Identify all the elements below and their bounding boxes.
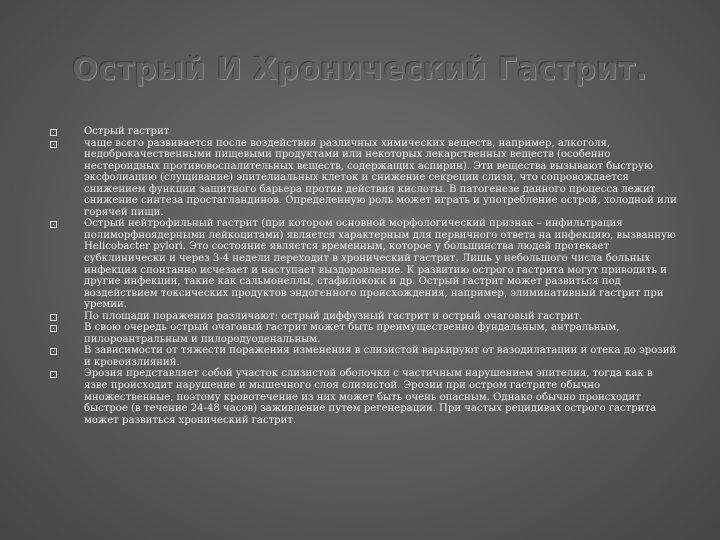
list-item-text: чаще всего развивается после воздействия различных химических веществ, например, алкоголя, недоброкачественными пищевыми продуктами или некоторых лекарственных веществ (особенно нестероидных противовоспалительных веществ, содержащих аспирин). Эти вещества вызывают быструю эксфолиацию (слущивание) эпителиальных клеток и снижение секреции слизи, что сопровождается снижением функции защитного барьера против действия кислоты. В патогенезе данного процесса лежит снижение синтеза простагландинов. Определенную роль может играть и употребление острой, холодной или горячей пищи. xyxy=(84,137,677,218)
list-item-text: В свою очередь острый очаговый гастрит может быть преимущественно фундальным, антральным, пилороантральным и пилородуоденальным. xyxy=(84,322,620,345)
list-item xyxy=(50,218,678,310)
list-item xyxy=(50,311,678,323)
list-item xyxy=(50,345,678,368)
list-item-text: Острый гастрит xyxy=(84,126,170,137)
checkbox-bullet-icon xyxy=(50,221,57,228)
list-item-text: Эрозия представляет собой участок слизистой оболочки с частичным нарушением эпителия, тогда как в язве происходит нарушение и мышечного слоя слизистой. Эрозии при остром гастрите обычно множественные, поэтому кровотечение из них может быть очень опасным. Однако обычно происходит быстрое (в течение 24-48 часов) заживление путем регенерации. При частых рецидивах острого гастрита может развиться хронический гастрит. xyxy=(84,368,657,426)
checkbox-bullet-icon xyxy=(50,348,57,355)
slide-title: Острый И Хронический Гастрит. xyxy=(72,52,648,87)
checkbox-bullet-icon xyxy=(50,325,57,332)
list-item-text: По площади поражения различают: острый диффузный гастрит и острый очаговый гастрит. xyxy=(84,310,583,322)
list-item-text: В зависимости от тяжести поражения изменения в слизистой варьируют от вазодилатации и отека до эрозий и кровоизлияний. xyxy=(84,345,677,368)
list-item xyxy=(50,322,678,345)
list-item xyxy=(50,368,678,426)
list-item xyxy=(50,138,678,219)
checkbox-bullet-icon xyxy=(50,141,57,148)
bullet-list xyxy=(50,126,678,426)
list-item-text: Острый нейтрофильный гастрит (при котором основной морфологический признак – инфильтрация полиморфноядерными лейкоцитами) является характерным для первичного ответа на инфекцию, вызванную Helicobacter pylori. Это состояние является временным, которое у большинства людей протекает субклинически и через 3-4 недели переходит в хронический гастрит. Лишь у небольшого числа больных инфекция спонтанно исчезает и наступает выздоровление. К развитию острого гастрита могут приводить и другие инфекции, такие как сальмонеллы, стафилококк и др. Острый гастрит может развиться под воздействием токсических продуктов эндогенного происхождения, например, элиминативный гастрит при уремии. xyxy=(84,218,676,311)
checkbox-bullet-icon xyxy=(50,371,57,378)
checkbox-bullet-icon xyxy=(50,129,57,136)
list-item xyxy=(50,126,678,138)
checkbox-bullet-icon xyxy=(50,314,57,321)
